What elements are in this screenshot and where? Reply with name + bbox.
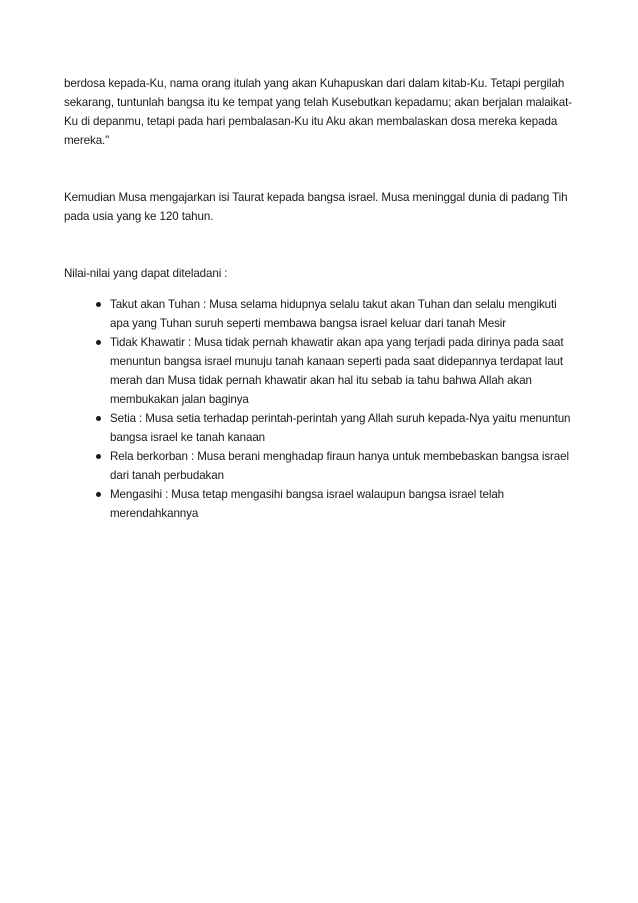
list-item (64, 295, 574, 333)
bullet-icon (96, 302, 101, 307)
paragraph: berdosa kepada-Ku, nama orang itulah yang akan Kuhapuskan dari dalam kitab-Ku. Tetapi pergilah sekarang, tuntunlah bangsa itu ke tempat yang telah Kusebutkan kepadamu; akan berjalan malaikat-Ku di depanmu, tetapi pada hari pembalasan-Ku itu Aku akan membalaskan dosa mereka kepada mereka." (64, 77, 572, 147)
list-item-text: Setia : Musa setia terhadap perintah-perintah yang Allah suruh kepada-Nya yaitu menuntun bangsa israel ke tanah kanaan (110, 412, 571, 444)
list-item (64, 333, 574, 409)
bullet-icon (96, 454, 101, 459)
values-heading: Nilai-nilai yang dapat diteladani : (64, 267, 228, 280)
list-item-text: Tidak Khawatir : Musa tidak pernah khawatir akan apa yang terjadi pada dirinya pada saat menuntun bangsa israel munuju tanah kanaan seperti pada saat didepannya terdapat laut merah dan Musa tidak pernah khawatir akan hal itu sebab ia tahu bahwa Allah akan membukakan jalan baginya (110, 336, 564, 406)
bullet-icon (96, 492, 101, 497)
list-item (64, 485, 574, 523)
list-item-text: Takut akan Tuhan : Musa selama hidupnya selalu takut akan Tuhan dan selalu mengikuti apa yang Tuhan suruh seperti membawa bangsa israel keluar dari tanah Mesir (110, 298, 557, 330)
list-item (64, 409, 574, 447)
list-item-text: Mengasihi : Musa tetap mengasihi bangsa israel walaupun bangsa israel telah merendahkannya (110, 488, 505, 520)
document-body (64, 74, 574, 523)
paragraph: Kemudian Musa mengajarkan isi Taurat kepada bangsa israel. Musa meninggal dunia di padang Tih pada usia yang ke 120 tahun. (64, 191, 568, 223)
bullet-icon (96, 340, 101, 345)
values-list (64, 295, 574, 523)
bullet-icon (96, 416, 101, 421)
list-item-text: Rela berkorban : Musa berani menghadap firaun hanya untuk membebaskan bangsa israel dari tanah perbudakan (110, 450, 569, 482)
list-item (64, 447, 574, 485)
